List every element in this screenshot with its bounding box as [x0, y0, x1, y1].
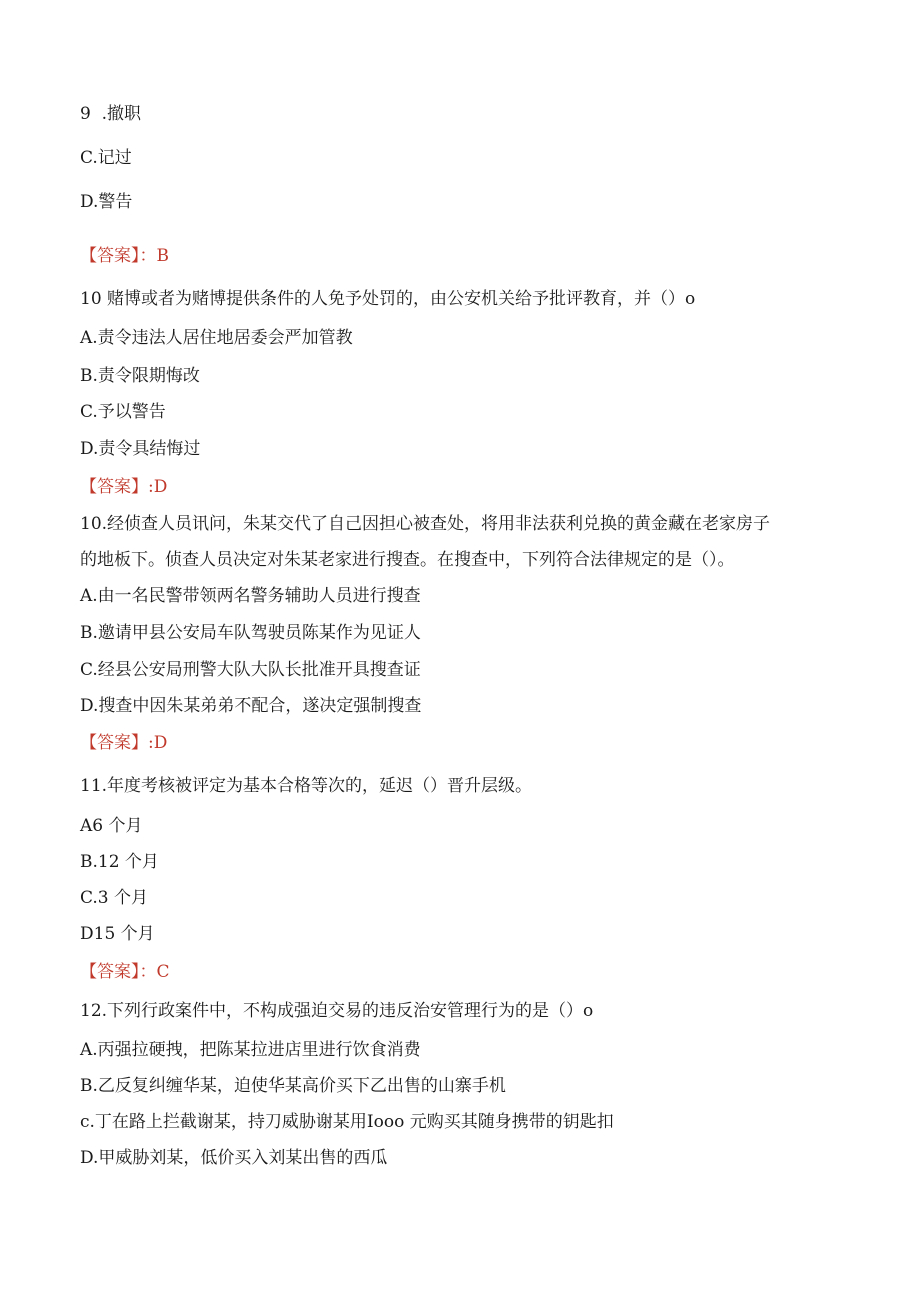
- option-9-line: 9 .撤职: [80, 104, 142, 124]
- option-c-line: C.3 个月: [80, 888, 149, 908]
- question-10b-line2: 的地板下。侦查人员决定对朱某老家进行搜查。在搜查中，下列符合法律规定的是（）。: [80, 550, 735, 570]
- option-d-line: D.警告: [80, 192, 133, 212]
- option-c-line: c.丁在路上拦截谢某，持刀威胁谢某用Iooo 元购买其随身携带的钥匙扣: [80, 1112, 614, 1132]
- option-d-line: D.甲威胁刘某，低价买入刘某出售的西瓜: [80, 1148, 388, 1168]
- option-a-line: A.由一名民警带领两名警务辅助人员进行搜查: [80, 586, 421, 606]
- question-12: 12.下列行政案件中，不构成强迫交易的违反治安管理行为的是（）o: [80, 1001, 594, 1021]
- option-a-line: A.责令违法人居住地居委会严加管教: [80, 328, 353, 348]
- answer-line: 【答案】：C: [80, 962, 170, 982]
- answer-line: 【答案】：B: [80, 246, 169, 266]
- option-a-line: A6 个月: [80, 816, 143, 836]
- answer-line: 【答案】:D: [80, 733, 168, 753]
- option-b-line: B.责令限期悔改: [80, 366, 200, 386]
- option-b-line: B.乙反复纠缠华某，迫使华某高价买下乙出售的山寨手机: [80, 1076, 506, 1096]
- question-10a: 10 赌博或者为赌博提供条件的人免予处罚的，由公安机关给予批评教育，并（）o: [80, 289, 696, 309]
- option-b-line: B.邀请甲县公安局车队驾驶员陈某作为见证人: [80, 623, 421, 643]
- option-c-line: C.记过: [80, 148, 132, 168]
- option-d-line: D15 个月: [80, 924, 155, 944]
- option-b-line: B.12 个月: [80, 852, 159, 872]
- answer-line: 【答案】:D: [80, 477, 168, 497]
- question-10b-line1: 10.经侦查人员讯问，朱某交代了自己因担心被查处，将用非法获利兑换的黄金藏在老家房子: [80, 514, 771, 534]
- option-d-line: D.搜查中因朱某弟弟不配合，遂决定强制搜查: [80, 696, 422, 716]
- option-d-line: D.责令具结悔过: [80, 439, 201, 459]
- option-c-line: C.予以警告: [80, 402, 166, 422]
- question-11: 11.年度考核被评定为基本合格等次的，延迟（）晋升层级。: [80, 776, 533, 796]
- option-a-line: A.丙强拉硬拽，把陈某拉进店里进行饮食消费: [80, 1040, 421, 1060]
- option-c-line: C.经县公安局刑警大队大队长批准开具搜查证: [80, 660, 421, 680]
